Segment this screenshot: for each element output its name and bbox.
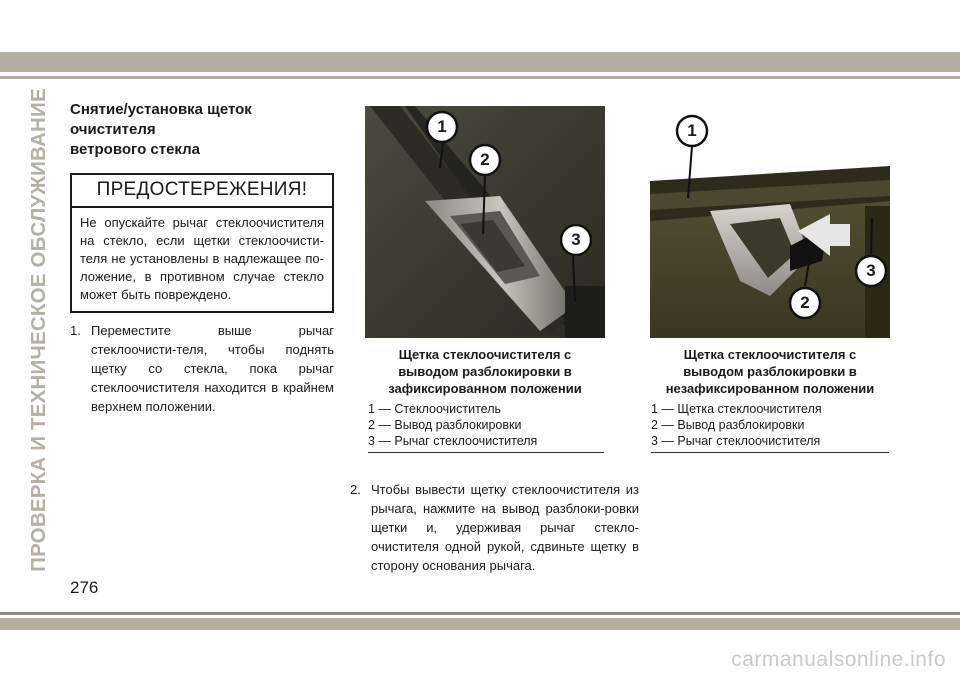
caption-unlocked-line2: выводом разблокировки в [683, 364, 857, 379]
warning-text: Не опускайте рычаг стеклоочистителя на стекло, если щетки стеклоочисти-теля не установлены в надлежащее по-ложение, в противном случае стекло может быть повреждено. [80, 215, 324, 302]
legend-locked-item-2: 2 — Вывод разблокировки [368, 418, 522, 432]
caption-locked-line3: зафиксированном положении [388, 381, 582, 396]
caption-unlocked-line1: Щетка стеклоочистителя с [683, 347, 857, 362]
figure-locked-caption [365, 346, 605, 397]
caption-unlocked-line3: незафиксированном положении [665, 381, 875, 396]
callout-3-label: 3 [571, 230, 581, 249]
section-title [70, 100, 334, 160]
callout-2-label: 2 [480, 150, 490, 169]
leader-3 [365, 106, 605, 338]
warning-heading: ПРЕДОСТЕРЕЖЕНИЯ! [72, 175, 332, 208]
leader-3 [650, 106, 890, 338]
figure-unlocked [650, 106, 890, 338]
legend-locked-item-3: 3 — Рычаг стеклоочистителя [368, 434, 538, 448]
legend-locked-rule [368, 452, 604, 453]
section-title-line1: Снятие/установка щеток очистителя [70, 101, 252, 138]
footer-rule [0, 612, 960, 615]
side-section-label [22, 88, 56, 572]
figure-locked [365, 106, 605, 338]
callout-3-label: 3 [866, 261, 876, 280]
caption-locked-line1: Щетка стеклоочистителя с [398, 347, 572, 362]
step-1-number: 1. [70, 323, 81, 338]
callout-2-label: 2 [800, 293, 810, 312]
step-2-number: 2. [350, 482, 361, 497]
header-rule [0, 76, 960, 79]
watermark: carmanualsonline.info [731, 648, 946, 671]
footer-band [0, 618, 960, 630]
legend-unlocked-item-2: 2 — Вывод разблокировки [651, 418, 805, 432]
step-2-text: Чтобы вывести щетку стеклоочистителя из рычага, нажмите на вывод разблоки-ровки щетки и, удерживая рычаг стекло-очистителя одной рукой, сдвиньте щетку в сторону основания рычага. [371, 482, 639, 573]
warning-box [70, 173, 334, 313]
callout-1-label: 1 [437, 117, 447, 136]
legend-unlocked-item-3: 3 — Рычаг стеклоочистителя [651, 434, 821, 448]
left-column [70, 100, 334, 416]
side-section-label-text: ПРОВЕРКА И ТЕХНИЧЕСКОЕ ОБСЛУЖИВАНИЕ [27, 88, 51, 572]
page-number: 276 [70, 578, 99, 597]
section-title-line2: ветрового стекла [70, 141, 200, 158]
figure-locked-legend [368, 401, 537, 449]
step-2 [350, 480, 639, 575]
caption-locked-line2: выводом разблокировки в [398, 364, 572, 379]
legend-unlocked-rule [651, 452, 889, 453]
legend-unlocked-item-1: 1 — Щетка стеклоочистителя [651, 402, 822, 416]
callout-1-label: 1 [687, 121, 697, 140]
step-1 [70, 321, 334, 416]
figure-unlocked-legend [651, 401, 822, 449]
legend-locked-item-1: 1 — Стеклоочиститель [368, 402, 502, 416]
step-1-text: Переместите выше рычаг стеклоочисти-теля, чтобы поднять щетку со стекла, пока рычаг стеклоочистителя находится в крайнем верхнем положении. [91, 323, 334, 414]
header-band [0, 52, 960, 72]
figure-unlocked-caption [650, 346, 890, 397]
